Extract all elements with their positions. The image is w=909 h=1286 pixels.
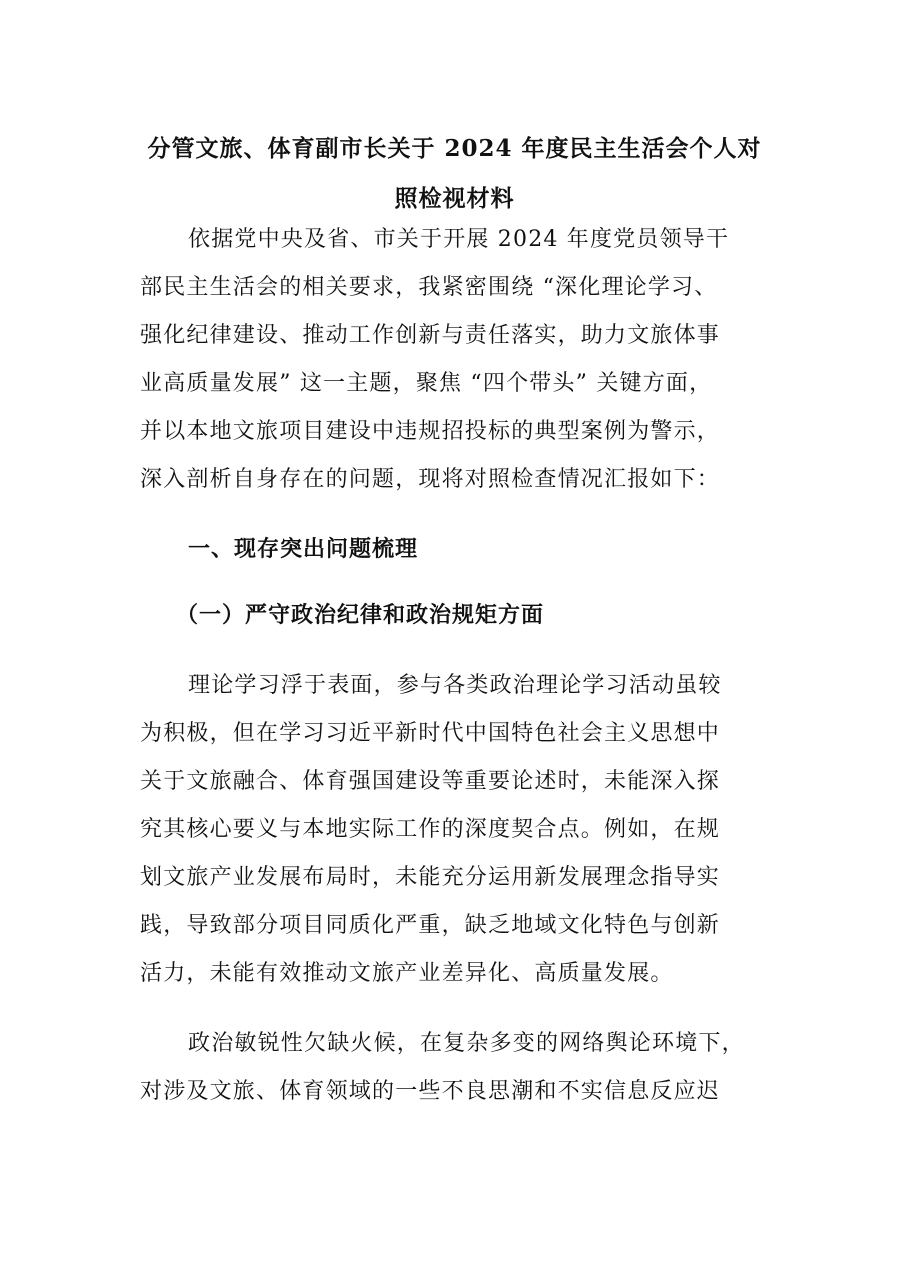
intro-line: 强化纪律建设、推动工作创新与责任落实，助力文旅体事 xyxy=(140,323,721,348)
intro-line: 深入剖析自身存在的问题，现将对照检查情况汇报如下： xyxy=(140,467,721,492)
subsection-heading: （一）严守政治纪律和政治规矩方面 xyxy=(176,602,545,628)
paragraph-line: 划文旅产业发展布局时，未能充分运用新发展理念指导实 xyxy=(140,865,721,890)
intro-line: 并以本地文旅项目建设中违规招投标的典型案例为警示， xyxy=(140,419,721,444)
intro-line: 业高质量发展” 这一主题，聚焦 “四个带头” 关键方面， xyxy=(140,371,713,396)
intro-line: 依据党中央及省、市关于开展 2024 年度党员领导干 xyxy=(188,227,730,252)
paragraph-line: 理论学习浮于表面，参与各类政治理论学习活动虽较 xyxy=(188,673,722,698)
paragraph-line: 为积极，但在学习习近平新时代中国特色社会主义思想中 xyxy=(140,721,721,746)
section-heading: 一、现存突出问题梳理 xyxy=(188,536,419,562)
paragraph-line: 活力，未能有效推动文旅产业差异化、高质量发展。 xyxy=(140,961,674,986)
document-title-line-2: 照检视材料 xyxy=(394,185,515,212)
document-title-line-1: 分管文旅、体育副市长关于 2024 年度民主生活会个人对 xyxy=(147,135,762,162)
paragraph-line: 究其核心要义与本地实际工作的深度契合点。例如，在规 xyxy=(140,817,721,842)
paragraph-line: 政治敏锐性欠缺火候，在复杂多变的网络舆论环境下， xyxy=(188,1031,745,1056)
paragraph-line: 践，导致部分项目同质化严重，缺乏地域文化特色与创新 xyxy=(140,913,721,938)
paragraph-line: 对涉及文旅、体育领域的一些不良思潮和不实信息反应迟 xyxy=(140,1079,721,1104)
intro-line: 部民主生活会的相关要求，我紧密围绕 “深化理论学习、 xyxy=(140,275,718,300)
paragraph-line: 关于文旅融合、体育强国建设等重要论述时，未能深入探 xyxy=(140,769,721,794)
